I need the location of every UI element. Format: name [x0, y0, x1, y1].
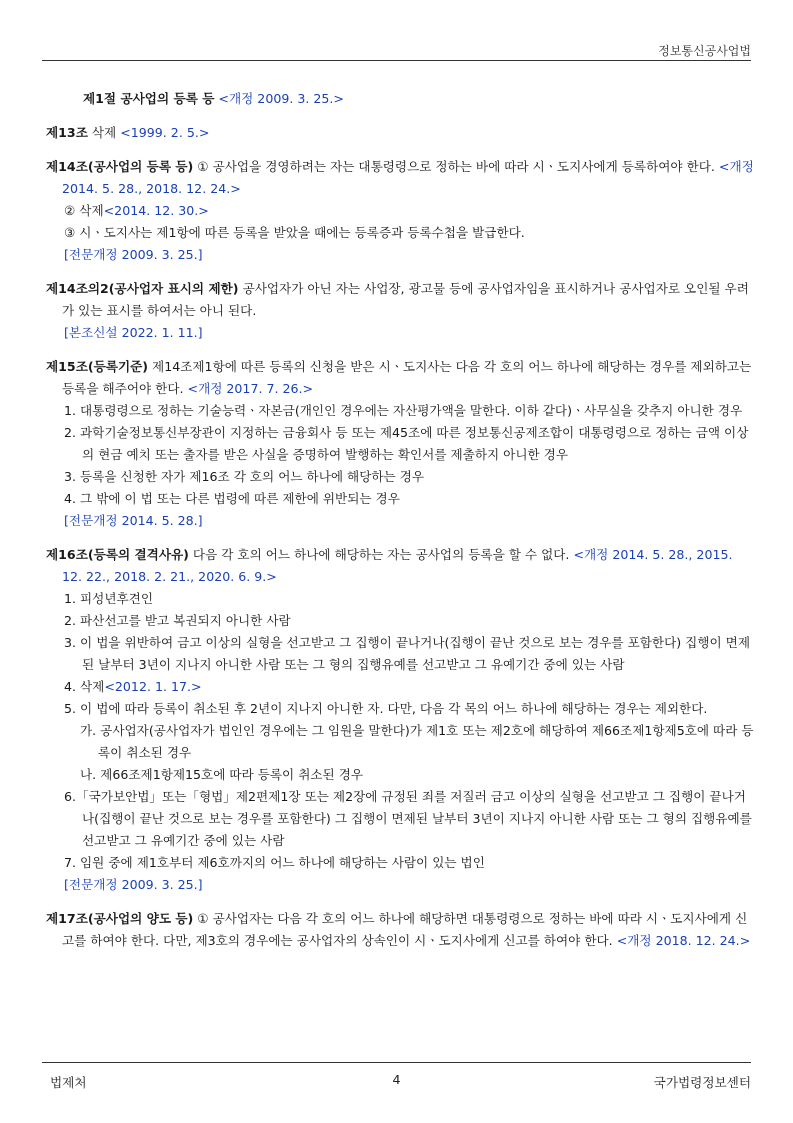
article-14-para-2-text: ② 삭제	[64, 203, 104, 218]
article-16-item-5-subitem-ga: 가. 공사업자(공사업자가 법인인 경우에는 그 임원을 말한다)가 제1호 또는 제2호에 해당하여 제66조제1항제5호에 따라 등록이 취소된 경우	[80, 723, 754, 760]
article-16-item-3: 3. 이 법을 위반하여 금고 이상의 실형을 선고받고 그 집행이 끝나거나(집행이 끝난 것으로 보는 경우를 포함한다) 집행이 면제된 날부터 3년이 지나지 아니한 사람 또는 그 형의 집행유예를 선고받고 그 유예기간 중에 있는 사람	[64, 635, 751, 672]
article-13-heading: 제13조	[46, 125, 88, 140]
article-14-para-1-amend-link[interactable]: <개정 2014. 5. 28., 2018. 12. 24.>	[62, 159, 754, 196]
article-16	[46, 544, 754, 588]
article-14-2	[46, 278, 754, 322]
article-13-text: 삭제	[87, 125, 121, 140]
article-15-item-1: 1. 대통령령으로 정하는 기술능력ㆍ자본금(개인인 경우에는 자산평가액을 말한다. 이하 같다)ㆍ사무실을 갖추지 아니한 경우	[64, 403, 743, 418]
article-17-amend-link[interactable]: <개정 2018. 12. 24.>	[616, 933, 751, 948]
article-16-item-6: 6.「국가보안법」또는「형법」제2편제1장 또는 제2장에 규정된 죄를 저질러 금고 이상의 실형을 선고받고 그 집행이 끝나거나(집행이 끝난 것으로 보는 경우를 포함한다) 그 집행이 면제된 날부터 3년이 지나지 아니한 사람 또는 그 형의 집행유예를 선고받고 그 유예기간 중에 있는 사람	[64, 789, 752, 848]
article-14-2-text: 공사업자가 아닌 자는 사업장, 광고물 등에 공사업자임을 표시하거나 공사업자로 오인될 우려가 있는 표시를 하여서는 아니 된다.	[62, 281, 749, 318]
article-14-para-2-amend-link[interactable]: <2014. 12. 30.>	[103, 203, 209, 218]
article-17-heading: 제17조(공사업의 양도 등)	[46, 911, 194, 926]
article-15-heading: 제15조(등록기준)	[46, 359, 149, 374]
article-16-item-4-amend-link[interactable]: <2012. 1. 17.>	[104, 679, 202, 694]
article-15	[46, 356, 754, 400]
article-16-item-7: 7. 임원 중에 제1호부터 제6호까지의 어느 하나에 해당하는 사람이 있는 법인	[64, 855, 485, 870]
running-header-title: 정보통신공사업법	[658, 44, 751, 58]
chapter-amend-link[interactable]: <개정 2009. 3. 25.>	[218, 91, 344, 106]
article-14-2-revision-note[interactable]: [본조신설 2022. 1. 11.]	[64, 325, 203, 340]
chapter-title: 제1절 공사업의 등록 등	[83, 91, 215, 106]
article-14-para-1-text: ① 공사업을 경영하려는 자는 대통령령으로 정하는 바에 따라 시ㆍ도지사에게 등록하여야 한다.	[193, 159, 719, 174]
chapter-heading	[46, 88, 754, 110]
article-16-amend-link[interactable]: <개정 2014. 5. 28., 2015. 12. 22., 2018. 2. 21., 2020. 6. 9.>	[62, 547, 733, 584]
article-16-heading: 제16조(등록의 결격사유)	[46, 547, 189, 562]
article-14-heading: 제14조(공사업의 등록 등)	[46, 159, 194, 174]
article-13	[46, 122, 754, 144]
footer-divider	[42, 1062, 751, 1063]
article-16-item-5: 5. 이 법에 따라 등록이 취소된 후 2년이 지나지 아니한 자. 다만, 다음 각 목의 어느 하나에 해당하는 경우는 제외한다.	[64, 701, 708, 716]
article-14-para-3: ③ 시ㆍ도지사는 제1항에 따른 등록을 받았을 때에는 등록증과 등록수첩을 발급한다.	[64, 225, 525, 240]
article-15-item-3: 3. 등록을 신청한 자가 제16조 각 호의 어느 하나에 해당하는 경우	[64, 469, 425, 484]
document-body	[46, 88, 754, 952]
article-15-item-2: 2. 과학기술정보통신부장관이 지정하는 금융회사 등 또는 제45조에 따른 정보통신공제조합이 대통령령으로 정하는 금액 이상의 현금 예치 또는 출자를 받은 사실을 증명하여 발행하는 확인서를 제출하지 아니한 경우	[64, 425, 749, 462]
article-16-item-1: 1. 피성년후견인	[64, 591, 154, 606]
article-16-item-5-subitem-na: 나. 제66조제1항제15호에 따라 등록이 취소된 경우	[80, 767, 364, 782]
article-17-text: ① 공사업자는 다음 각 호의 어느 하나에 해당하면 대통령령으로 정하는 바에 따라 시ㆍ도지사에게 신고를 하여야 한다. 다만, 제3호의 경우에는 공사업자의 상속인이 시ㆍ도지사에게 신고를 하여야 한다.	[62, 911, 748, 948]
article-14-para-1	[46, 156, 754, 200]
article-16-item-2: 2. 파산선고를 받고 복권되지 아니한 사람	[64, 613, 291, 628]
article-16-item-4-text: 4. 삭제	[64, 679, 105, 694]
article-14-revision-note[interactable]: [전문개정 2009. 3. 25.]	[64, 247, 203, 262]
article-15-item-4: 4. 그 밖에 이 법 또는 다른 법령에 따른 제한에 위반되는 경우	[64, 491, 400, 506]
article-13-amend-link[interactable]: <1999. 2. 5.>	[120, 125, 210, 140]
footer-page-number: 4	[392, 1072, 401, 1087]
article-15-amend-link[interactable]: <개정 2017. 7. 26.>	[187, 381, 314, 396]
header-divider	[42, 60, 751, 61]
article-15-revision-note[interactable]: [전문개정 2014. 5. 28.]	[64, 513, 203, 528]
article-15-text: 제14조제1항에 따른 등록의 신청을 받은 시ㆍ도지사는 다음 각 호의 어느 하나에 해당하는 경우를 제외하고는 등록을 해주어야 한다.	[62, 359, 752, 396]
article-16-text: 다음 각 호의 어느 하나에 해당하는 자는 공사업의 등록을 할 수 없다.	[188, 547, 574, 562]
footer-center-name: 국가법령정보센터	[653, 1075, 751, 1090]
article-17	[46, 908, 754, 952]
article-16-item-4	[46, 676, 754, 698]
article-16-revision-note[interactable]: [전문개정 2009. 3. 25.]	[64, 877, 203, 892]
article-14-para-2	[46, 200, 754, 222]
article-14-2-heading: 제14조의2(공사업자 표시의 제한)	[46, 281, 239, 296]
footer-source: 법제처	[50, 1075, 87, 1090]
